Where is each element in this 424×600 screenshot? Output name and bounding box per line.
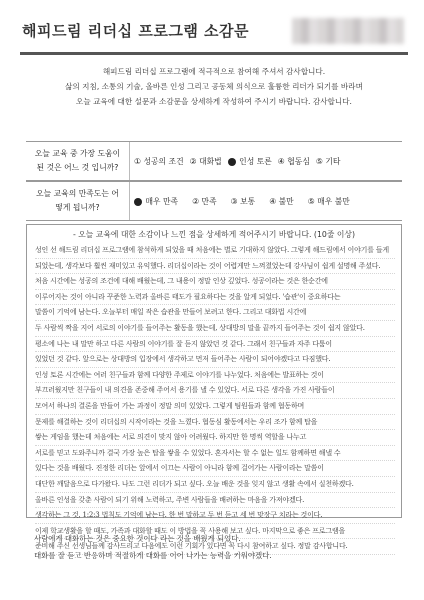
title-divider: [20, 52, 408, 55]
handwritten-line: 되었는데, 생각보다 훨씬 재미있고 유익했다. 리더십이라는 것이 어렵게만 느껴졌었는데 강사님이 쉽게 설명해 주셨다.: [35, 259, 395, 275]
handwritten-line: 말씀이 기억에 남는다. 오늘부터 매일 작은 습관을 만들어 보려고 한다. 그리고 대화법 시간에: [35, 305, 395, 321]
option-satisfied[interactable]: ② 만족: [192, 196, 217, 206]
intro-line: 삶의 지침, 소통의 기술, 올바른 인성 그리고 공동체 의식으로 훌륭한 리더가 되기를 바라며: [65, 82, 363, 91]
handwritten-line: 평소에 나는 내 말만 하고 다른 사람의 이야기를 잘 듣지 않았던 것 같다. 그래서 친구들과 자주 다툼이: [35, 337, 395, 353]
option-cooperation[interactable]: ④ 협동심: [277, 156, 310, 166]
handwritten-line: 이제 학교생활을 할 때도, 가족과 대화할 때도 이 방법을 꼭 사용해 보고 싶다. 마지막으로 좋은 프로그램을: [35, 524, 395, 540]
intro-line: 오늘 교육에 대한 설문과 소감문을 상세하게 작성하여 주시기 바랍니다. 감사합니다.: [76, 97, 352, 106]
option-very-satisfied-label: 매우 만족: [145, 196, 179, 206]
handwritten-line: 두 사람씩 짝을 지어 서로의 이야기를 들어주는 활동을 했는데, 상대방의 말을 끝까지 들어주는 것이 쉽지 않았다.: [35, 321, 395, 337]
handwritten-line: 인성 토론 시간에는 여러 친구들과 함께 다양한 주제로 이야기를 나누었다. 처음에는 발표하는 것이: [35, 368, 395, 384]
handwritten-line: 사람에게 대화하는 것은 중요한 것이다 라는 것을 배웠게 되었다.: [34, 534, 241, 543]
handwritten-line: 성인 선 해드림 리더십 프로그램에 참석하게 되었을 때 처음에는 별로 기대하지 않았다. 그렇게 해드림에서 이야기를 들게: [35, 243, 395, 259]
handwritten-line: 있었던 것 같다. 앞으로는 상대방의 입장에서 생각하고 먼저 들어주는 사람이 되어야겠다고 다짐했다.: [35, 352, 395, 368]
handwritten-line: 쌓는 게임을 했는데 처음에는 서로 의견이 맞지 않아 어려웠다. 하지만 한 명씩 역할을 나누고: [35, 430, 395, 446]
question-satisfaction: [26, 181, 402, 221]
essay-prompt: - 오늘 교육에 대한 소감이나 느낀 점을 상세하게 적어주시기 바랍니다. (10줄 이상): [72, 230, 356, 239]
handwritten-line: 생각하는 그 것, 1:2:3 법칙도 기억에 남는다. 한 번 말하고 두 번 듣고 세 번 맞장구 치라는 것이다.: [35, 508, 395, 524]
handwritten-line: 부끄러웠지만 친구들이 내 의견을 존중해 주어서 용기를 낼 수 있었다. 서로 다른 생각을 가진 사람들이: [35, 383, 395, 399]
page-title: 해피드림 리더십 프로그램 소감문: [22, 22, 250, 40]
handwritten-line: 대화를 잘 듣고 반응하며 적절하게 대화를 이어 나가는 능력을 키워야겠다.: [34, 551, 272, 560]
intro-line: 해피드림 리더십 프로그램에 적극적으로 참여해 주셔서 감사합니다.: [102, 67, 326, 76]
question-satisfaction-options: [134, 182, 350, 220]
handwritten-line: 서로를 믿고 도와주니까 결국 가장 높은 탑을 쌓을 수 있었다. 혼자서는 할 수 없는 일도 함께하면 해낼 수: [35, 446, 395, 462]
handwritten-line: 이루어지는 것이 아니라 꾸준한 노력과 올바른 태도가 필요하다는 것을 알게 되었다. '습관'이 중요하다는: [35, 290, 395, 306]
intro-text: [26, 64, 402, 109]
option-success-conditions[interactable]: ① 성공의 조건: [134, 156, 184, 166]
selected-mark-icon: [228, 158, 236, 166]
redacted-name: [292, 18, 404, 44]
option-character-debate[interactable]: [228, 156, 272, 167]
option-very-satisfied[interactable]: [134, 196, 178, 207]
question-helpful-options: [134, 142, 340, 180]
option-neutral[interactable]: ③ 보통: [230, 196, 256, 206]
question-helpful-label: 오늘 교육 중 가장 도움이 된 것은 어느 것 입니까?: [26, 142, 130, 180]
header: [22, 16, 402, 46]
handwritten-line: 모여서 하나의 결론을 만들어 가는 과정이 정말 의미 있었다. 그렇게 팀원들과 함께 협동하며: [35, 399, 395, 415]
handwritten-line: 준비해 주신 선생님들께 감사드리고 다음에도 이런 기회가 있다면 꼭 다시 참여하고 싶다. 정말 감사합니다.: [35, 539, 395, 555]
handwritten-line: 문제를 해결하는 것이 리더십의 시작이라는 것을 느꼈다. 협동심 활동에서는 우리 조가 함께 탑을: [35, 415, 395, 431]
option-conversation[interactable]: ② 대화법: [189, 156, 222, 166]
question-helpful: [26, 141, 402, 181]
handwritten-line: 있다는 것을 배웠다. 진정한 리더는 앞에서 이끄는 사람이 아니라 함께 걸어가는 사람이라는 말씀이: [35, 461, 395, 477]
option-dissatisfied[interactable]: ④ 불만: [269, 196, 294, 206]
option-character-debate-label: 인성 토론: [239, 156, 272, 166]
additional-handwriting: [34, 530, 404, 564]
handwritten-line: 올바른 인성을 갖춘 사람이 되기 위해 노력하고, 주변 사람들을 배려하는 마음을 가져야겠다.: [35, 493, 395, 509]
essay-handwriting: [35, 243, 395, 555]
handwritten-line: 처음 시간에는 성공의 조건에 대해 배웠는데, 그 내용이 정말 인상 깊었다. 성공이라는 것은 한순간에: [35, 274, 395, 290]
selected-mark-icon: [134, 198, 142, 206]
question-satisfaction-label: 오늘 교육의 만족도는 어떻게 됩니까?: [26, 182, 130, 220]
handwritten-line: 대단한 깨달음으로 다가왔다. 나도 그런 리더가 되고 싶다. 오늘 배운 것을 잊지 않고 생활 속에서 실천하겠다.: [35, 477, 395, 493]
option-other[interactable]: ⑤ 기타: [315, 156, 341, 166]
option-very-dissatisfied[interactable]: ⑤ 매우 불만: [307, 196, 350, 206]
